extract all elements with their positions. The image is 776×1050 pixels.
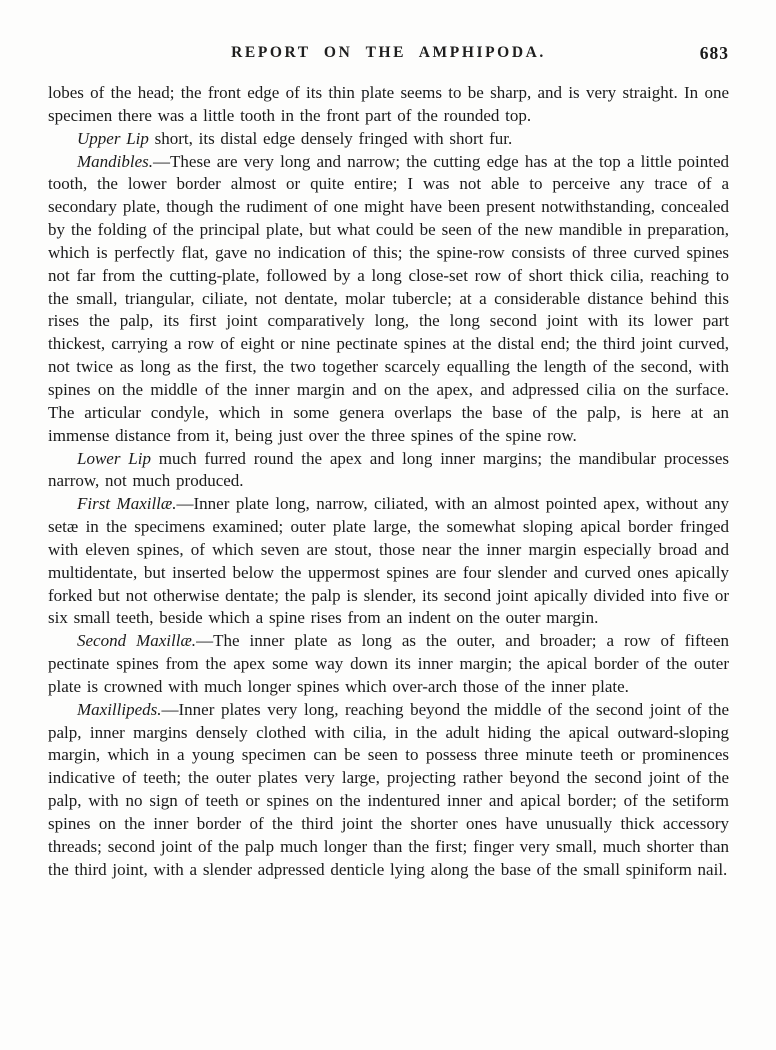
paragraph-lead: Lower Lip [77, 448, 151, 468]
paragraph-second-maxillae [48, 630, 729, 699]
text-body [48, 82, 729, 882]
running-title: REPORT ON THE AMPHIPODA. [231, 44, 546, 61]
paragraph-lead: Second Maxillæ. [77, 631, 197, 651]
paragraph-text: —The inner plate as long as the outer, and broader; a row of fifteen pectinate spines from the apex some way down its inner margin; the apical border of the outer plate is crowned with much longer spines which over-arch those of the inner plate. [48, 631, 729, 696]
paragraph-continuation [48, 82, 729, 128]
paragraph-text: —Inner plates very long, reaching beyond the middle of the second joint of the palp, inner margins densely clothed with cilia, in the adult hiding the apical outward-sloping margin, which in a young specimen can be seen to possess three minute teeth or prominences indicative of teeth; the outer plates very large, projecting rather beyond the second joint of the palp, with no sign of teeth or spines on the indentured inner and apical border; of the setiform spines on the inner border of the third joint the shorter ones have unusually thick accessory threads; second joint of the palp much longer than the first; finger very small, much shorter than the third joint, with a slender adpressed denticle lying along the base of the small spiniform nail. [48, 699, 729, 879]
page-number: 683 [699, 43, 729, 63]
paragraph-upper-lip [48, 128, 729, 151]
page-header [48, 44, 729, 66]
paragraph-text: much furred round the apex and long inner margins; the mandibular processes narrow, not much produced. [48, 448, 729, 491]
paragraph-first-maxillae [48, 493, 729, 630]
paragraph-text: —Inner plate long, narrow, ciliated, with an almost pointed apex, without any setæ in the specimens examined; outer plate large, the somewhat sloping apical border fringed with eleven spines, of which seven are stout, those near the inner margin especially broad and multidentate, but inserted below the uppermost spines are four slender and curved ones apically forked but not otherwise dentate; the palp is slender, its second joint apically divided into five or six small teeth, beside which a spine rises from an indent on the outer margin. [48, 494, 729, 628]
paragraph-lead: Mandibles. [77, 151, 154, 171]
paragraph-lead: Upper Lip [77, 128, 149, 148]
paragraph-text: short, its distal edge densely fringed with short fur. [148, 128, 513, 148]
paragraph-lead: Maxillipeds. [77, 699, 162, 719]
paragraph-mandibles [48, 151, 729, 448]
paragraph-lower-lip [48, 448, 729, 494]
paragraph-maxillipeds [48, 699, 729, 882]
paragraph-lead: First Maxillæ. [77, 494, 177, 514]
paragraph-text: lobes of the head; the front edge of its thin plate seems to be sharp, and is very straight. In one specimen there was a little tooth in the front part of the rounded top. [48, 83, 729, 125]
paragraph-text: —These are very long and narrow; the cutting edge has at the top a little pointed tooth, the lower border almost or quite entire; I was not able to perceive any trace of a secondary plate, though the rudiment of one might have been present notwithstanding, concealed by the folding of the principal plate, but what could be seen of the new mandible in preparation, which is perfectly flat, gave no indication of this; the spine-row consists of three curved spines not far from the cutting-plate, followed by a long close-set row of short thick cilia, reaching to the small, triangular, ciliate, not dentate, molar tubercle; at a considerable distance behind this rises the palp, its first joint comparatively long, the long second joint with its lower part thickest, carrying a row of eight or nine pectinate spines at the distal end; the third joint curved, not twice as long as the first, the two together scarcely equalling the length of the second, with spines on the middle of the inner margin and on the apex, and adpressed cilia on the surface. The articular condyle, which in some genera overlaps the base of the palp, is here at an immense distance from it, being just over the three spines of the spine row. [48, 151, 729, 445]
